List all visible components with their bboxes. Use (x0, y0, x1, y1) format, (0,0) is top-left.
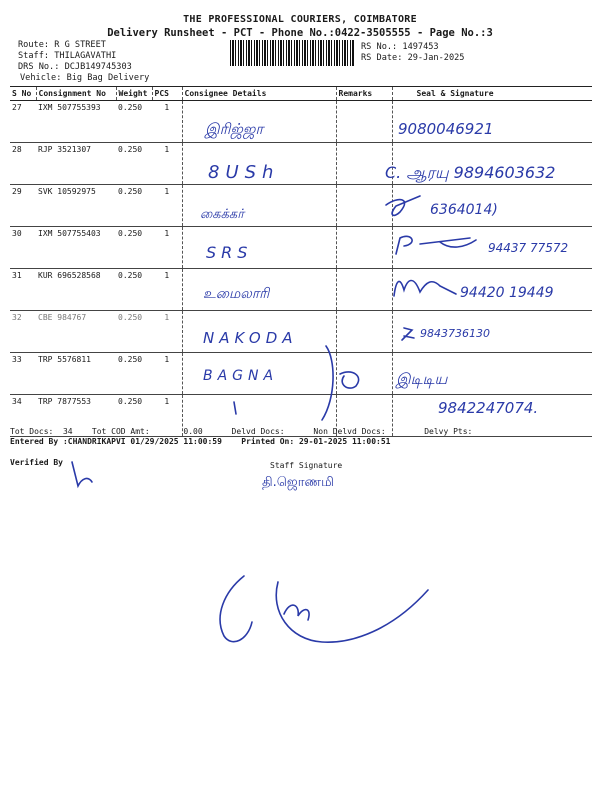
cell-signature (392, 143, 592, 185)
cell-sno: 32 (10, 311, 36, 353)
cell-remarks (336, 185, 392, 227)
table-row (10, 269, 592, 311)
handwritten-phone: 9843736130 (420, 327, 490, 340)
cell-consignee (182, 353, 336, 395)
col-weight: Weight (116, 87, 152, 101)
cell-weight: 0.250 (116, 269, 152, 311)
cell-pcs: 1 (152, 311, 182, 353)
handwritten-name: இரிஜ்ஜா (205, 120, 264, 138)
large-signature (220, 576, 252, 642)
route-label: Route: R G STREET (18, 40, 106, 50)
col-consignment: Consignment No (36, 87, 116, 101)
document-title: Delivery Runsheet - PCT - Phone No.:0422-3505555 - Page No.:3 (107, 27, 493, 39)
summary-entered: Entered By :CHANDRIKAPVI 01/29/2025 11:00:59 Printed On: 29-01-2025 11:00:51 (10, 437, 391, 446)
cell-sno: 27 (10, 101, 36, 143)
handwritten-name: 8USh (208, 162, 280, 183)
cell-consignment: IXM 507755403 (36, 227, 116, 269)
summary-totals: Tot Docs: 34 Tot COD Amt: 0.00 Delvd Docs: Non Delvd Docs: Delvy Pts: (10, 427, 473, 436)
staff-label: Staff: THILAGAVATHI (18, 51, 117, 61)
table-row (10, 353, 592, 395)
cell-consignee (182, 227, 336, 269)
cell-pcs: 1 (152, 143, 182, 185)
cell-sno: 33 (10, 353, 36, 395)
table-row (10, 101, 592, 143)
cell-consignment: SVK 10592975 (36, 185, 116, 227)
barcode (230, 40, 355, 66)
cell-consignment: TRP 5576811 (36, 353, 116, 395)
col-consignee: Consignee Details (182, 87, 336, 101)
handwritten-phone: C. ஆரயு 9894603632 (385, 163, 556, 182)
handwritten-phone: 9080046921 (398, 120, 494, 138)
vehicle-label: Vehicle: Big Bag Delivery (20, 73, 150, 83)
cell-sno: 30 (10, 227, 36, 269)
handwritten-phone: 9842247074. (438, 399, 539, 417)
rs-date: RS Date: 29-Jan-2025 (361, 53, 465, 63)
col-pcs: PCS (152, 87, 182, 101)
handwritten-phone: 94420 19449 (460, 285, 554, 301)
handwritten-phone: 6364014) (430, 202, 498, 218)
cell-weight: 0.250 (116, 311, 152, 353)
cell-consignment: TRP 7877553 (36, 395, 116, 437)
cell-remarks (336, 143, 392, 185)
table-row (10, 143, 592, 185)
cell-signature (392, 269, 592, 311)
handwritten-name: உமைலாரி (203, 286, 270, 302)
cell-consignee (182, 143, 336, 185)
handwritten-phone: 94437 77572 (488, 241, 569, 255)
cell-remarks (336, 101, 392, 143)
cell-consignee (182, 101, 336, 143)
col-remarks: Remarks (336, 87, 392, 101)
cell-weight: 0.250 (116, 185, 152, 227)
cell-remarks (336, 353, 392, 395)
handwritten-name: BAGNA (203, 368, 279, 384)
table-row (10, 311, 592, 353)
cell-weight: 0.250 (116, 227, 152, 269)
cell-consignment: CBE 984767 (36, 311, 116, 353)
cell-sno: 34 (10, 395, 36, 437)
cell-weight: 0.250 (116, 143, 152, 185)
cell-pcs: 1 (152, 353, 182, 395)
consignment-table (10, 86, 592, 437)
rs-number: RS No.: 1497453 (361, 42, 439, 52)
cell-consignment: KUR 696528568 (36, 269, 116, 311)
handwritten-name: SRS (206, 243, 253, 262)
cell-sno: 31 (10, 269, 36, 311)
cell-consignment: RJP 3521307 (36, 143, 116, 185)
col-seal-signature: Seal & Signature (392, 87, 592, 101)
cell-consignee (182, 311, 336, 353)
large-signature (284, 605, 309, 620)
cell-signature (392, 353, 592, 395)
drs-number: DRS No.: DCJB149745303 (18, 62, 132, 72)
verified-by-label: Verified By (10, 458, 63, 467)
handwritten-name: NAKODA (203, 329, 298, 347)
cell-sno: 28 (10, 143, 36, 185)
company-name: THE PROFESSIONAL COURIERS, COIMBATORE (183, 14, 417, 25)
table-row (10, 185, 592, 227)
cell-remarks (336, 269, 392, 311)
staff-signature: தி.ஜொணமி (262, 475, 334, 490)
cell-remarks (336, 311, 392, 353)
handwritten-name: கைக்கர் (200, 207, 245, 222)
cell-sno: 29 (10, 185, 36, 227)
staff-signature-label: Staff Signature (270, 461, 343, 470)
cell-signature (392, 311, 592, 353)
cell-remarks (336, 227, 392, 269)
cell-consignment: IXM 507755393 (36, 101, 116, 143)
cell-pcs: 1 (152, 269, 182, 311)
cell-signature (392, 185, 592, 227)
cell-pcs: 1 (152, 395, 182, 437)
cell-consignee (182, 269, 336, 311)
table-row (10, 227, 592, 269)
cell-pcs: 1 (152, 227, 182, 269)
verified-signature (72, 462, 92, 486)
cell-weight: 0.250 (116, 395, 152, 437)
col-sno: S No (10, 87, 36, 101)
cell-signature (392, 227, 592, 269)
cell-pcs: 1 (152, 185, 182, 227)
cell-weight: 0.250 (116, 101, 152, 143)
large-signature (276, 582, 428, 642)
cell-weight: 0.250 (116, 353, 152, 395)
cell-pcs: 1 (152, 101, 182, 143)
table-header-row (10, 87, 592, 101)
handwritten-name: இடிடிய (396, 370, 448, 388)
cell-signature (392, 101, 592, 143)
cell-consignee (182, 185, 336, 227)
